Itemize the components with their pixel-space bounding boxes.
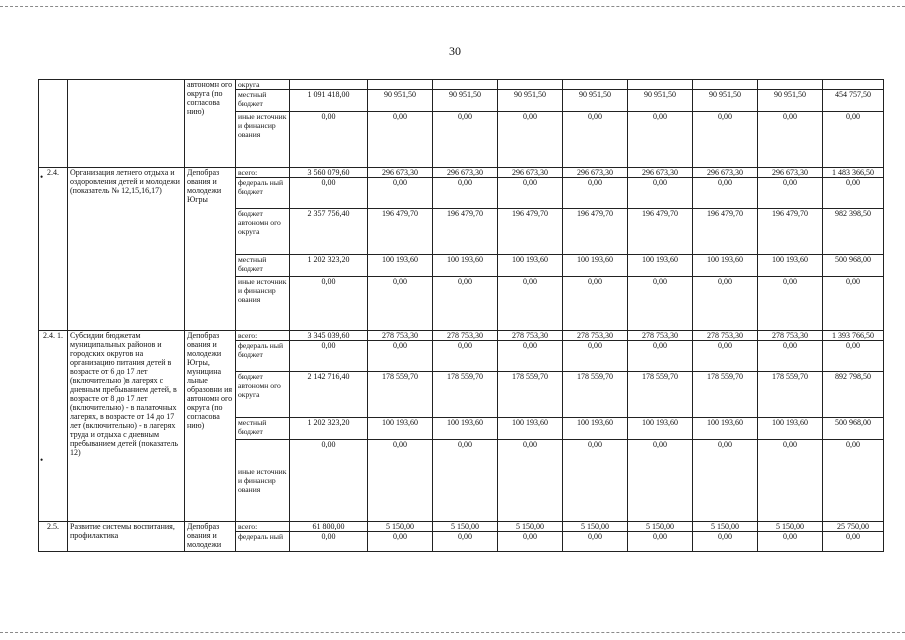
- source-label: всего:: [236, 522, 290, 532]
- value-cell: 0,00: [368, 277, 433, 331]
- source-label: иные источник и финансир ования: [236, 112, 290, 168]
- value-cell: 0,00: [628, 178, 693, 209]
- budget-table: [38, 79, 884, 552]
- value-cell: 100 193,60: [693, 255, 758, 277]
- value-cell: 178 559,70: [758, 372, 823, 418]
- row-index: [39, 80, 68, 168]
- value-cell: 25 750,00: [823, 522, 884, 532]
- value-cell: 0,00: [433, 178, 498, 209]
- value-cell: 5 150,00: [433, 522, 498, 532]
- source-label: всего:: [236, 331, 290, 341]
- value-cell: 0,00: [498, 178, 563, 209]
- value-cell: 100 193,60: [758, 255, 823, 277]
- value-cell: 0,00: [433, 440, 498, 522]
- value-cell: 100 193,60: [368, 255, 433, 277]
- value-cell: 0,00: [758, 277, 823, 331]
- source-label: местный бюджет: [236, 255, 290, 277]
- value-cell: 90 951,50: [563, 90, 628, 112]
- value-cell: 0,00: [693, 532, 758, 552]
- source-label: федераль ный бюджет: [236, 178, 290, 209]
- value-cell: 0,00: [498, 112, 563, 168]
- row-name: Развитие системы воспитания, профилактика: [68, 522, 185, 552]
- value-cell: 5 150,00: [693, 522, 758, 532]
- value-cell: 1 202 323,20: [290, 255, 368, 277]
- value-cell: 1 483 366,50: [823, 168, 884, 178]
- value-cell: 0,00: [433, 341, 498, 372]
- value-cell: 0,00: [433, 532, 498, 552]
- source-label: федераль ный: [236, 532, 290, 552]
- value-cell: 296 673,30: [498, 168, 563, 178]
- value-cell: 100 193,60: [368, 418, 433, 440]
- value-cell: 90 951,50: [758, 90, 823, 112]
- value-cell: 0,00: [628, 112, 693, 168]
- row-index: 2.5.: [39, 522, 68, 552]
- value-cell: 0,00: [498, 277, 563, 331]
- value-cell: 0,00: [433, 112, 498, 168]
- value-cell: 500 968,00: [823, 255, 884, 277]
- value-cell: 296 673,30: [433, 168, 498, 178]
- value-cell: 0,00: [368, 341, 433, 372]
- table-row: [39, 168, 884, 178]
- scan-edge-top: [0, 6, 905, 7]
- row-name: [68, 80, 185, 168]
- value-cell: 196 479,70: [368, 209, 433, 255]
- value-cell: 3 560 079,60: [290, 168, 368, 178]
- value-cell: 500 968,00: [823, 418, 884, 440]
- value-cell: 0,00: [290, 112, 368, 168]
- value-cell: 0,00: [433, 277, 498, 331]
- value-cell: 0,00: [290, 440, 368, 522]
- value-cell: 296 673,30: [628, 168, 693, 178]
- value-cell: 0,00: [368, 178, 433, 209]
- value-cell: 0,00: [563, 532, 628, 552]
- source-label: бюджет автономн ого округа: [236, 372, 290, 418]
- value-cell: 100 193,60: [433, 255, 498, 277]
- value-cell: 278 753,30: [498, 331, 563, 341]
- value-cell: 100 193,60: [498, 255, 563, 277]
- value-cell: 0,00: [368, 112, 433, 168]
- value-cell: 100 193,60: [563, 255, 628, 277]
- value-cell: 0,00: [823, 440, 884, 522]
- value-cell: 0,00: [628, 341, 693, 372]
- value-cell: 0,00: [693, 440, 758, 522]
- value-cell: 196 479,70: [693, 209, 758, 255]
- value-cell: 278 753,30: [563, 331, 628, 341]
- value-cell: 0,00: [563, 341, 628, 372]
- value-cell: 61 800,00: [290, 522, 368, 532]
- row-executor: Депобраз ования и молодежи: [185, 522, 236, 552]
- source-label: местный бюджет: [236, 418, 290, 440]
- value-cell: 0,00: [823, 532, 884, 552]
- source-label: местный бюджет: [236, 90, 290, 112]
- margin-mark: •: [40, 455, 44, 465]
- value-cell: 196 479,70: [758, 209, 823, 255]
- value-cell: 296 673,30: [563, 168, 628, 178]
- value-cell: 0,00: [693, 178, 758, 209]
- value-cell: 1 202 323,20: [290, 418, 368, 440]
- value-cell: 1 091 418,00: [290, 90, 368, 112]
- value-cell: 178 559,70: [498, 372, 563, 418]
- value-cell: 0,00: [563, 178, 628, 209]
- value-cell: 5 150,00: [563, 522, 628, 532]
- value-cell: 0,00: [758, 532, 823, 552]
- margin-mark: •: [40, 172, 44, 182]
- value-cell: 90 951,50: [693, 90, 758, 112]
- source-label: федераль ный бюджет: [236, 341, 290, 372]
- value-cell: 100 193,60: [433, 418, 498, 440]
- value-cell: 0,00: [563, 440, 628, 522]
- value-cell: 90 951,50: [628, 90, 693, 112]
- row-executor: Депобраз ования и молодежи Югры: [185, 168, 236, 331]
- value-cell: 278 753,30: [628, 331, 693, 341]
- row-name: Организация летнего отдыха и оздоровления детей и молодежи (показатель № 12,15,16,17): [68, 168, 185, 331]
- value-cell: 100 193,60: [563, 418, 628, 440]
- value-cell: 0,00: [290, 277, 368, 331]
- source-label: иные источник и финансир ования: [236, 440, 290, 522]
- value-cell: 982 398,50: [823, 209, 884, 255]
- value-cell: 0,00: [290, 178, 368, 209]
- value-cell: 0,00: [563, 112, 628, 168]
- value-cell: 90 951,50: [368, 90, 433, 112]
- value-cell: 90 951,50: [498, 90, 563, 112]
- value-cell: 0,00: [758, 440, 823, 522]
- value-cell: 0,00: [498, 440, 563, 522]
- value-cell: 196 479,70: [628, 209, 693, 255]
- page-number: 30: [449, 44, 461, 58]
- value-cell: 0,00: [823, 112, 884, 168]
- value-cell: 100 193,60: [693, 418, 758, 440]
- source-label: округа: [236, 80, 290, 90]
- value-cell: 0,00: [758, 178, 823, 209]
- value-cell: 178 559,70: [628, 372, 693, 418]
- value-cell: 0,00: [368, 532, 433, 552]
- value-cell: 0,00: [758, 341, 823, 372]
- value-cell: 278 753,30: [368, 331, 433, 341]
- value-cell: 5 150,00: [758, 522, 823, 532]
- value-cell: 2 142 716,40: [290, 372, 368, 418]
- value-cell: 892 798,50: [823, 372, 884, 418]
- value-cell: 0,00: [498, 341, 563, 372]
- value-cell: 90 951,50: [433, 90, 498, 112]
- value-cell: 0,00: [628, 277, 693, 331]
- value-cell: 1 393 766,50: [823, 331, 884, 341]
- value-cell: 0,00: [368, 440, 433, 522]
- value-cell: 0,00: [628, 440, 693, 522]
- value-cell: 0,00: [563, 277, 628, 331]
- value-cell: 196 479,70: [563, 209, 628, 255]
- value-cell: 278 753,30: [693, 331, 758, 341]
- row-executor: Депобраз ования и молодежи Югры, муницина льные образовни ия автономн ого округа (по согласова нию): [185, 331, 236, 522]
- value-cell: 296 673,30: [758, 168, 823, 178]
- value-cell: 178 559,70: [693, 372, 758, 418]
- value-cell: 454 757,50: [823, 90, 884, 112]
- value-cell: 5 150,00: [368, 522, 433, 532]
- scan-edge-bottom: [0, 632, 905, 633]
- value-cell: 3 345 039,60: [290, 331, 368, 341]
- source-label: всего:: [236, 168, 290, 178]
- table-row: [39, 331, 884, 341]
- row-name: Субсидии бюджетам муниципальных районов и городских округов на организацию питания детей в возрасте от 6 до 17 лет (включительно )в лагерях с дневным пребыванием детей, в возрасте от 8 до 17 лет (включительно) - в палаточных лагерях, в возрасте от 14 до 17 лет (включительно) - в лагерях труда и отдыха с дневным пребыванием детей (показатель 12): [68, 331, 185, 522]
- value-cell: 0,00: [693, 112, 758, 168]
- value-cell: 100 193,60: [628, 418, 693, 440]
- source-label: иные источник и финансир ования: [236, 277, 290, 331]
- value-cell: 178 559,70: [433, 372, 498, 418]
- value-cell: 2 357 756,40: [290, 209, 368, 255]
- value-cell: 196 479,70: [433, 209, 498, 255]
- value-cell: 0,00: [290, 341, 368, 372]
- value-cell: 100 193,60: [498, 418, 563, 440]
- value-cell: 5 150,00: [498, 522, 563, 532]
- value-cell: 0,00: [823, 178, 884, 209]
- value-cell: 196 479,70: [498, 209, 563, 255]
- table-row: [39, 522, 884, 532]
- row-index: 2.4. 1.: [39, 331, 68, 522]
- value-cell: 296 673,30: [368, 168, 433, 178]
- row-index: 2.4.: [39, 168, 68, 331]
- source-label: бюджет автономн ого округа: [236, 209, 290, 255]
- value-cell: 0,00: [628, 532, 693, 552]
- value-cell: 178 559,70: [368, 372, 433, 418]
- value-cell: 0,00: [693, 341, 758, 372]
- value-cell: 0,00: [823, 277, 884, 331]
- value-cell: 100 193,60: [758, 418, 823, 440]
- value-cell: 278 753,30: [433, 331, 498, 341]
- value-cell: 0,00: [758, 112, 823, 168]
- row-executor: автономн ого округа (по согласова нию): [185, 80, 236, 168]
- value-cell: 296 673,30: [693, 168, 758, 178]
- value-cell: 0,00: [693, 277, 758, 331]
- value-cell: 0,00: [290, 532, 368, 552]
- value-cell: 100 193,60: [628, 255, 693, 277]
- value-cell: 278 753,30: [758, 331, 823, 341]
- value-cell: 178 559,70: [563, 372, 628, 418]
- value-cell: 0,00: [823, 341, 884, 372]
- value-cell: 0,00: [498, 532, 563, 552]
- table-row: [39, 80, 884, 90]
- value-cell: 5 150,00: [628, 522, 693, 532]
